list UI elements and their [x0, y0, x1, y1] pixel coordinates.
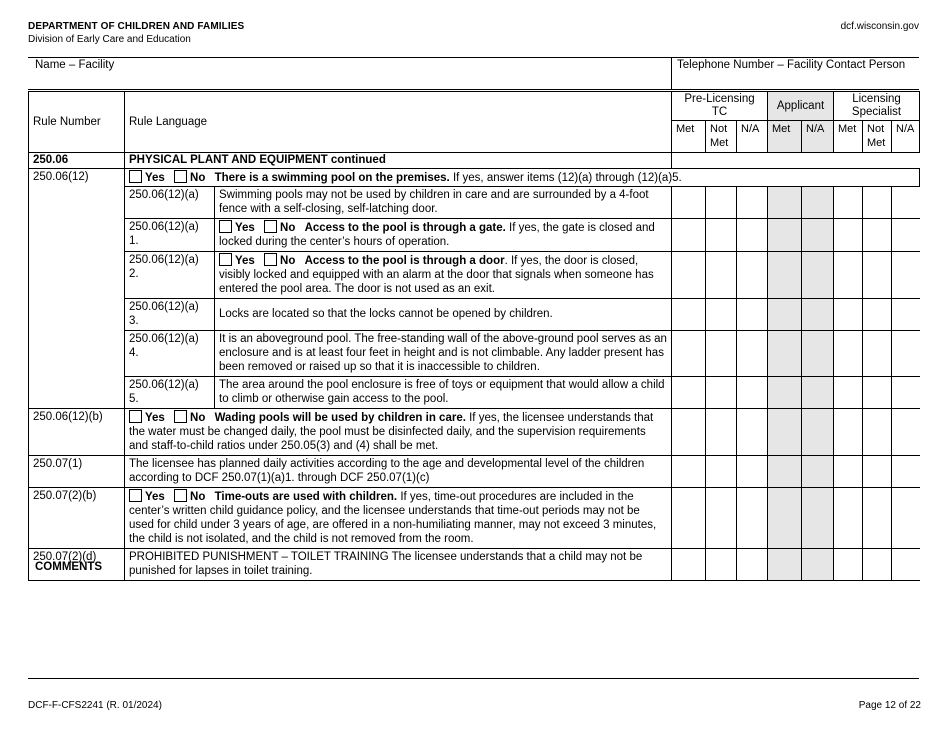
pre-na-cell[interactable] — [737, 187, 768, 219]
pre-met-cell[interactable] — [672, 548, 706, 580]
spec-not-met-cell[interactable] — [863, 455, 892, 487]
pre-not-met-header: Not Met — [706, 121, 737, 153]
rule-text — [215, 219, 672, 252]
sub-rule-number: 250.06(12)(a) 4. — [125, 330, 215, 376]
pre-na-cell[interactable] — [737, 298, 768, 330]
rule-row-250-06-12-a-4 — [29, 330, 920, 376]
applicant-met-cell[interactable] — [768, 487, 802, 548]
applicant-na-cell[interactable] — [802, 548, 834, 580]
spec-not-met-cell[interactable] — [863, 251, 892, 298]
no-label: No — [190, 171, 206, 184]
rule-text — [125, 487, 672, 548]
spec-met-cell[interactable] — [834, 298, 863, 330]
spec-met-cell[interactable] — [834, 251, 863, 298]
rule-bold-text: Wading pools will be used by children in care. — [214, 411, 466, 424]
applicant-met-cell[interactable] — [768, 548, 802, 580]
rule-text: The area around the pool enclosure is free of toys or equipment that would allow a child to climb or otherwise gain access to the pool. — [215, 376, 672, 408]
rule-row-250-06-12-a — [29, 187, 920, 219]
sub-rule-number: 250.06(12)(a) 3. — [125, 298, 215, 330]
pre-met-cell[interactable] — [672, 187, 706, 219]
yes-label: Yes — [145, 411, 165, 424]
no-checkbox[interactable] — [174, 489, 187, 502]
form-id: DCF-F-CFS2241 (R. 01/2024) — [28, 700, 162, 711]
no-label: No — [280, 254, 296, 267]
yes-label: Yes — [235, 254, 255, 267]
rule-row-250-06-12-b — [29, 408, 920, 455]
applicant-na-header: N/A — [802, 121, 834, 153]
col-rule-number: Rule Number — [29, 92, 125, 153]
rule-number: 250.07(2)(d) — [29, 548, 125, 580]
yes-checkbox[interactable] — [219, 220, 232, 233]
sub-rule-number: 250.06(12)(a) — [125, 187, 215, 219]
rule-plain-text: If yes, the gate is closed and locked during the center’s hours of operation. — [219, 222, 655, 249]
no-checkbox[interactable] — [264, 220, 277, 233]
spec-not-met-cell[interactable] — [863, 330, 892, 376]
spec-met-cell[interactable] — [834, 408, 863, 455]
pre-met-cell[interactable] — [672, 376, 706, 408]
spec-not-met-cell[interactable] — [863, 219, 892, 252]
spec-na-cell[interactable] — [892, 455, 920, 487]
pre-na-cell[interactable] — [737, 487, 768, 548]
pre-na-cell[interactable] — [737, 376, 768, 408]
rule-number: 250.06(12) — [29, 168, 125, 408]
yes-checkbox[interactable] — [129, 489, 142, 502]
spec-met-cell[interactable] — [834, 330, 863, 376]
applicant-met-cell[interactable] — [768, 187, 802, 219]
no-label: No — [190, 411, 206, 424]
page-header — [28, 21, 244, 45]
rule-plain-text: If yes, time-out procedures are included in the center’s written child guidance policy, and the licensee understands that time-out periods may not be used for child under 3 years of age, are offered in a non-humiliating manner, may not exceed 3 minutes, the child is not isolated, and the child is not removed from the room. — [129, 490, 657, 546]
spec-met-cell[interactable] — [834, 187, 863, 219]
rule-text: The licensee has planned daily activities according to the age and developmental level of the children according to DCF 250.07(1)(a)1. through DCF 250.07(1)(c) — [125, 455, 672, 487]
rule-text — [125, 168, 920, 186]
rule-row-250-06-12 — [29, 168, 920, 186]
applicant-na-cell[interactable] — [802, 455, 834, 487]
spec-met-cell[interactable] — [834, 219, 863, 252]
rule-bold-text: There is a swimming pool on the premises. — [214, 171, 450, 184]
no-label: No — [280, 222, 296, 235]
rule-bold-text: Time-outs are used with children. — [214, 490, 398, 503]
spec-met-cell[interactable] — [834, 548, 863, 580]
spec-not-met-cell[interactable] — [863, 408, 892, 455]
pre-not-met-cell[interactable] — [706, 219, 737, 252]
spec-not-met-cell[interactable] — [863, 376, 892, 408]
pre-not-met-cell[interactable] — [706, 548, 737, 580]
sub-rule-number: 250.06(12)(a) 2. — [125, 251, 215, 298]
applicant-met-cell[interactable] — [768, 376, 802, 408]
spec-na-cell[interactable] — [892, 376, 920, 408]
applicant-met-cell[interactable] — [768, 298, 802, 330]
rule-plain-text: If yes, answer items (12)(a) through (12)(a)5. — [449, 171, 682, 184]
no-checkbox[interactable] — [174, 170, 187, 183]
rule-row-250-06-12-a-5 — [29, 376, 920, 408]
pre-met-cell[interactable] — [672, 330, 706, 376]
pre-na-cell[interactable] — [737, 408, 768, 455]
pre-na-cell[interactable] — [737, 219, 768, 252]
no-label: No — [190, 490, 206, 503]
pre-not-met-cell[interactable] — [706, 455, 737, 487]
rule-row-250-06-12-a-1 — [29, 219, 920, 252]
spec-met-cell[interactable] — [834, 487, 863, 548]
spec-met-cell[interactable] — [834, 376, 863, 408]
sub-rule-number: 250.06(12)(a) 1. — [125, 219, 215, 252]
applicant-na-cell[interactable] — [802, 187, 834, 219]
spec-na-cell[interactable] — [892, 251, 920, 298]
contact-phone-field[interactable]: Telephone Number – Facility Contact Person — [677, 59, 906, 71]
rule-number: 250.07(2)(b) — [29, 487, 125, 548]
rules-table — [28, 91, 920, 581]
pre-not-met-cell[interactable] — [706, 251, 737, 298]
pre-na-header: N/A — [737, 121, 768, 153]
rule-text — [125, 408, 672, 455]
website-link[interactable]: dcf.wisconsin.gov — [840, 21, 919, 32]
yes-label: Yes — [145, 171, 165, 184]
applicant-met-cell[interactable] — [768, 219, 802, 252]
pre-met-cell[interactable] — [672, 298, 706, 330]
page-number: Page 12 of 22 — [858, 700, 921, 711]
rule-row-250-06-12-a-2 — [29, 251, 920, 298]
col-applicant: Applicant — [768, 92, 834, 121]
rule-bold-text: Access to the pool is through a gate. — [304, 222, 506, 235]
rule-row-250-07-2-b — [29, 487, 920, 548]
facility-name-row — [28, 57, 919, 90]
pre-not-met-cell[interactable] — [706, 487, 737, 548]
rule-text: Locks are located so that the locks cannot be opened by children. — [215, 298, 672, 330]
spec-na-cell[interactable] — [892, 219, 920, 252]
spec-na-cell[interactable] — [892, 548, 920, 580]
yes-checkbox[interactable] — [129, 170, 142, 183]
sub-rule-number: 250.06(12)(a) 5. — [125, 376, 215, 408]
pre-not-met-cell[interactable] — [706, 408, 737, 455]
comments-label: COMMENTS — [35, 561, 103, 573]
department-name: DEPARTMENT OF CHILDREN AND FAMILIES — [28, 21, 245, 32]
pre-not-met-cell[interactable] — [706, 298, 737, 330]
rule-text: It is an aboveground pool. The free-standing wall of the above-ground pool serves as an enclosure and is at least four feet in height and is not climbable. Any ladder present has been removed or raised up so that it is inaccessible to children. — [215, 330, 672, 376]
no-checkbox[interactable] — [174, 410, 187, 423]
pre-na-cell[interactable] — [737, 330, 768, 376]
spec-met-cell[interactable] — [834, 455, 863, 487]
spec-not-met-cell[interactable] — [863, 298, 892, 330]
pre-not-met-cell[interactable] — [706, 187, 737, 219]
pre-na-cell[interactable] — [737, 455, 768, 487]
pre-met-cell[interactable] — [672, 408, 706, 455]
applicant-na-cell[interactable] — [802, 330, 834, 376]
pre-met-cell[interactable] — [672, 455, 706, 487]
applicant-met-cell[interactable] — [768, 330, 802, 376]
spec-not-met-cell[interactable] — [863, 487, 892, 548]
spec-na-cell[interactable] — [892, 487, 920, 548]
pre-na-cell[interactable] — [737, 251, 768, 298]
pre-not-met-cell[interactable] — [706, 376, 737, 408]
yes-label: Yes — [145, 490, 165, 503]
rule-plain-text: . If yes, the door is closed, visibly locked and equipped with an alarm at the door that signals when someone has entered the pool area. The door is not used as an exit. — [219, 254, 654, 296]
pre-met-cell[interactable] — [672, 219, 706, 252]
section-title: PHYSICAL PLANT AND EQUIPMENT continued — [125, 152, 672, 168]
rule-text: PROHIBITED PUNISHMENT – TOILET TRAINING The licensee understands that a child may not be punished for lapses in toilet training. — [125, 548, 672, 580]
spec-met-header: Met — [834, 121, 863, 153]
rule-text: Swimming pools may not be used by children in care and are surrounded by a 4-foot fence with a self-closing, self-latching door. — [215, 187, 672, 219]
rule-number: 250.06(12)(b) — [29, 408, 125, 455]
spec-not-met-header: Not Met — [863, 121, 892, 153]
applicant-na-cell[interactable] — [802, 251, 834, 298]
spec-na-cell[interactable] — [892, 187, 920, 219]
spec-not-met-cell[interactable] — [863, 187, 892, 219]
rule-plain-text: If yes, the licensee understands that the water must be changed daily, the pool must be disinfected daily, and the supervision requirements and staff-to-child ratios under 250.05(3) and (4) shall be met. — [129, 411, 654, 453]
col-pre-licensing: Pre-Licensing TC — [672, 92, 768, 121]
rule-row-250-06-12-a-3 — [29, 298, 920, 330]
yes-label: Yes — [235, 222, 255, 235]
column-header-row — [29, 92, 920, 121]
applicant-na-cell[interactable] — [802, 376, 834, 408]
applicant-na-cell[interactable] — [802, 298, 834, 330]
applicant-na-cell[interactable] — [802, 219, 834, 252]
spec-not-met-cell[interactable] — [863, 548, 892, 580]
rule-row-250-07-1 — [29, 455, 920, 487]
spec-na-cell[interactable] — [892, 408, 920, 455]
applicant-na-cell[interactable] — [802, 487, 834, 548]
section-title-row — [29, 152, 920, 168]
rule-text — [215, 251, 672, 298]
rule-bold-text: Access to the pool is through a door — [304, 254, 505, 267]
section-number: 250.06 — [29, 152, 125, 168]
applicant-met-cell[interactable] — [768, 455, 802, 487]
applicant-met-header: Met — [768, 121, 802, 153]
applicant-met-cell[interactable] — [768, 251, 802, 298]
yes-checkbox[interactable] — [129, 410, 142, 423]
spec-na-cell[interactable] — [892, 330, 920, 376]
name-row-divider — [671, 57, 672, 89]
applicant-na-cell[interactable] — [802, 408, 834, 455]
pre-met-header: Met — [672, 121, 706, 153]
no-checkbox[interactable] — [264, 253, 277, 266]
bottom-rule — [28, 678, 919, 679]
rule-row-250-07-2-d — [29, 548, 920, 580]
pre-met-cell[interactable] — [672, 251, 706, 298]
division-name: Division of Early Care and Education — [28, 34, 191, 45]
yes-checkbox[interactable] — [219, 253, 232, 266]
rule-number: 250.07(1) — [29, 455, 125, 487]
facility-name-field[interactable]: Name – Facility — [35, 59, 115, 71]
col-rule-language: Rule Language — [125, 92, 672, 153]
applicant-met-cell[interactable] — [768, 408, 802, 455]
col-licensing-specialist: Licensing Specialist — [834, 92, 920, 121]
pre-na-cell[interactable] — [737, 548, 768, 580]
pre-not-met-cell[interactable] — [706, 330, 737, 376]
spec-na-header: N/A — [892, 121, 920, 153]
pre-met-cell[interactable] — [672, 487, 706, 548]
spec-na-cell[interactable] — [892, 298, 920, 330]
